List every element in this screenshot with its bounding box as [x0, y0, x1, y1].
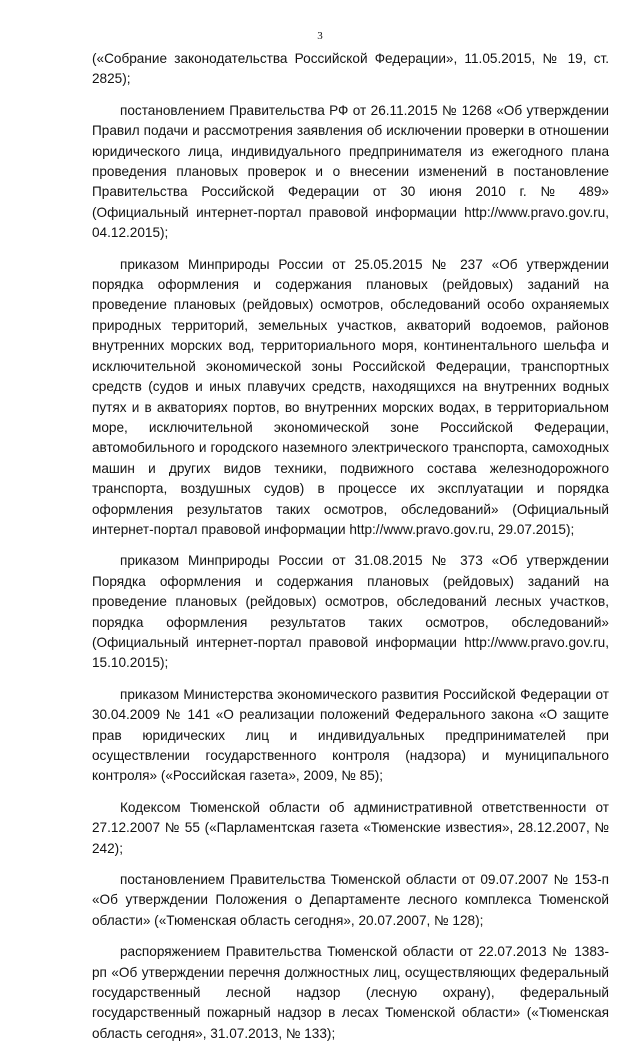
paragraph-7: постановлением Правительства Тюменской области от 09.07.2007 № 153-п «Об утверждении Положения о Департаменте лесного комплекса Тюменской области» («Тюменская область сегодня», 20.07.2007, № 128); — [92, 872, 609, 928]
paragraph-4: приказом Минприроды России от 31.08.2015 № 373 «Об утверждении Порядка оформления и содержания плановых (рейдовых) заданий на проведение плановых (рейдовых) осмотров, обследований лесных участков, порядка оформления результатов таких осмотров, обследований» (Официальный интернет-портал правовой информации http://www.pravo.gov.ru, 15.10.2015); — [92, 553, 609, 671]
paragraph-5: приказом Министерства экономического развития Российской Федерации от 30.04.2009 № 141 «О реализации положений Федерального закона «О защите прав юридических лиц и индивидуальных предпринимателей при осуществлении государственного контроля (надзора) и муниципального контроля» («Российская газета», 2009, № 85); — [92, 686, 609, 784]
paragraph-3: приказом Минприроды России от 25.05.2015 № 237 «Об утверждении порядка оформления и содержания плановых (рейдовых) заданий на проведение плановых (рейдовых) осмотров, обследований особо охраняемых природных территорий, земельных участков, акваторий водоемов, районов внутренних морских вод, территориального моря, континентального шельфа и исключительной экономической зоны Российской Федерации, транспортных средств (судов и иных плавучих средств, находящихся на внутренних водных путях и в акваториях портов, во внутренних морских водах, в территориальном море, исключительной экономической зоне Российской Федерации, автомобильного и городского наземного электрического транспорта, самоходных машин и других видов техники, подвижного состава железнодорожного транспорта, воздушных судов) в процессе их эксплуатации и порядка оформления результатов таких осмотров, обследований» (Официальный интернет-портал правовой информации http://www.pravo.gov.ru, 29.07.2015); — [92, 256, 609, 537]
paragraph-1: («Собрание законодательства Российской Федерации», 11.05.2015, № 19, ст. 2825); — [92, 51, 609, 87]
document-body — [92, 49, 609, 1044]
paragraph-2: постановлением Правительства РФ от 26.11.2015 № 1268 «Об утверждении Правил подачи и рассмотрения заявления об исключении проверки в отношении юридического лица, индивидуального предпринимателя из ежегодного плана проведения плановых проверок и о внесении изменений в постановление Правительства Российской Федерации от 30 июня 2010 г. № 489» (Официальный интернет-портал правовой информации http://www.pravo.gov.ru, 04.12.2015); — [92, 102, 609, 241]
paragraph-6: Кодексом Тюменской области об административной ответственности от 27.12.2007 № 55 («Парламентская газета «Тюменские известия», 28.12.2007, № 242); — [92, 799, 609, 856]
page-number: 3 — [317, 30, 323, 42]
paragraph-8: распоряжением Правительства Тюменской области от 22.07.2013 № 1383-рп «Об утверждении перечня должностных лиц, осуществляющих федеральный государственный лесной надзор (лесную охрану), федеральный государственный пожарный надзор в лесах Тюменской области» («Тюменская область сегодня», 31.07.2013, № 133); — [92, 944, 609, 1041]
